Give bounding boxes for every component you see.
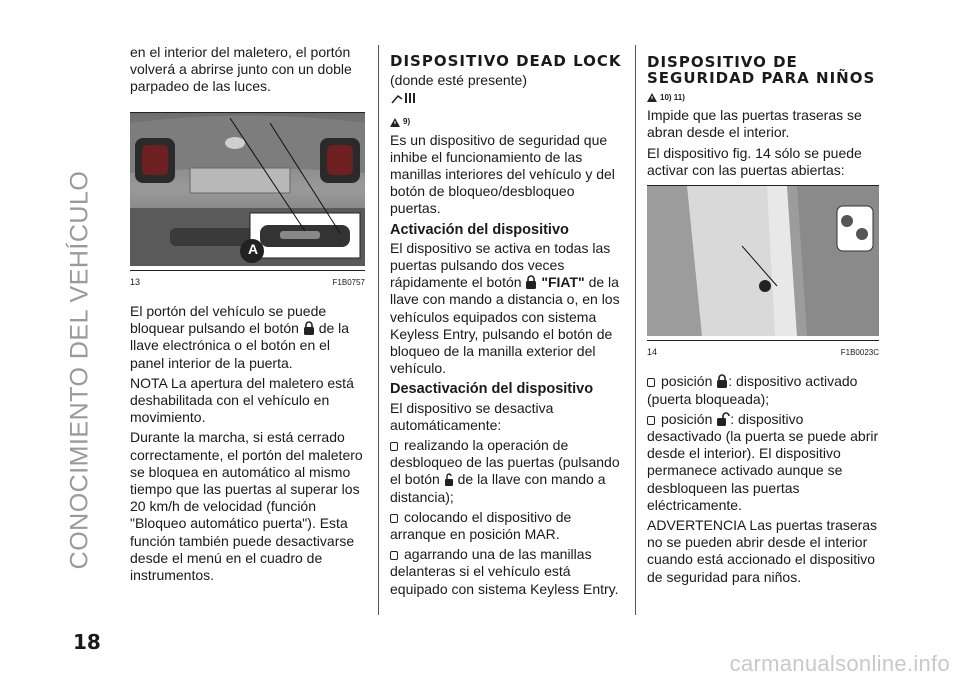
figure-13	[130, 112, 365, 271]
bullet-icon	[390, 442, 398, 451]
paragraph: ADVERTENCIA Las puertas traseras no se pueden abrir desde el interior cuando está accionado el dispositivo de seguridad para niños.	[647, 517, 878, 585]
column-3	[647, 44, 879, 589]
text: posición	[661, 410, 713, 427]
text: : dispositivo activado (puerta bloqueada);	[647, 373, 858, 407]
warning-triangle-icon	[390, 118, 400, 127]
paragraph: El dispositivo se desactiva automáticamente:	[390, 399, 554, 433]
subtitle: (donde esté presente)	[390, 72, 527, 88]
text: de la llave con mando a distancia o, en los vehículos equipados con sistema Keyless Entry, pulsando el botón de bloqueo de la manilla exterior del vehículo.	[390, 274, 620, 377]
watermark-text: carmanualsonline.info	[729, 651, 950, 676]
paragraph: Impide que las puertas traseras se abran desde el interior.	[647, 107, 862, 141]
list-item	[390, 546, 622, 598]
section-heading: DISPOSITIVO DE SEGURIDAD PARA NIÑOS	[647, 53, 876, 87]
section-side-title: CONOCIMIENTO DEL VEHÍCULO	[65, 170, 94, 570]
bullet-icon	[390, 514, 398, 523]
subheading: Activación del dispositivo	[390, 221, 569, 238]
dead-lock-icon	[390, 91, 622, 111]
figure-caption	[130, 274, 365, 291]
text: colocando el dispositivo de arranque en posición MAR.	[390, 508, 572, 543]
figure-number: 14	[647, 347, 658, 358]
paragraph: Es un dispositivo de seguridad que inhibe el funcionamiento de las manillas interiores del vehículo y del botón de bloqueo/desbloqueo puertas.	[390, 131, 615, 217]
warning-ref	[390, 113, 622, 130]
paragraph	[390, 240, 622, 378]
column-1	[130, 44, 365, 587]
warning-ref	[647, 89, 879, 106]
paragraph: El dispositivo fig. 14 sólo se puede activar con las puertas abiertas:	[647, 144, 862, 178]
list-item	[647, 411, 879, 514]
text: posición	[661, 373, 713, 390]
lock-icon	[303, 321, 315, 336]
figure-code: F1B0023C	[840, 348, 879, 358]
text: de la llave electrónica o el botón en el panel interior de la puerta.	[130, 320, 350, 371]
unlock-icon	[444, 473, 454, 487]
door-lock-photo	[647, 186, 879, 336]
paragraph	[130, 303, 365, 372]
list-item	[390, 437, 622, 506]
bullet-icon	[647, 416, 655, 425]
text: 9)	[403, 117, 411, 127]
text: realizando la operación de desbloqueo de las puertas (pulsando el botón	[390, 437, 620, 488]
lock-icon	[525, 275, 537, 290]
subheading: Desactivación del dispositivo	[390, 381, 594, 398]
paragraph: NOTA La apertura del maletero está deshabilitada con el vehículo en movimiento.	[130, 374, 354, 426]
page-number: 18	[73, 630, 101, 654]
paragraph: en el interior del maletero, el portón volverá a abrirse junto con un doble parpadeo de las luces.	[130, 44, 352, 95]
text: 10) 11)	[660, 93, 685, 102]
text: El portón del vehículo se puede bloquear pulsando el botón	[130, 303, 327, 337]
list-item	[647, 373, 879, 407]
text: agarrando una de las manillas delanteras si el vehículo está equipado con sistema Keyless Entry.	[390, 546, 619, 597]
text: : dispositivo desactivado (la puerta se puede abrir desde el interior). El dispositivo permanece activado aunque se desbloqueen las puertas eléctricamente.	[647, 410, 879, 513]
figure-marker-a: A	[247, 240, 259, 257]
column-divider	[635, 45, 636, 615]
text: El dispositivo se activa en todas las puertas pulsando dos veces rápidamente el botón	[390, 239, 611, 291]
figure-code: F1B0757	[332, 277, 365, 287]
unlock-icon	[716, 412, 730, 427]
figure-14	[647, 185, 879, 341]
fiat-label: "FIAT"	[541, 274, 585, 291]
figure-number: 13	[130, 276, 141, 287]
lock-icon	[716, 374, 728, 389]
column-divider	[378, 45, 379, 615]
text: de la llave con mando a distancia);	[390, 471, 606, 505]
warning-triangle-icon	[647, 93, 657, 102]
list-item	[390, 509, 622, 543]
paragraph: Durante la marcha, si está cerrado correctamente, el portón del maletero se bloquea en automático al mismo tiempo que las puertas al superar los 20 km/h de velocidad (función "Bloqueo automático puerta"). Esta función también puede desactivarse desde el menú en el cuadro de instrumentos.	[130, 429, 363, 584]
figure-caption	[647, 344, 879, 361]
section-heading: DISPOSITIVO DEAD LOCK	[390, 52, 622, 70]
bullet-icon	[390, 551, 398, 560]
column-2	[390, 44, 622, 601]
bullet-icon	[647, 378, 655, 387]
